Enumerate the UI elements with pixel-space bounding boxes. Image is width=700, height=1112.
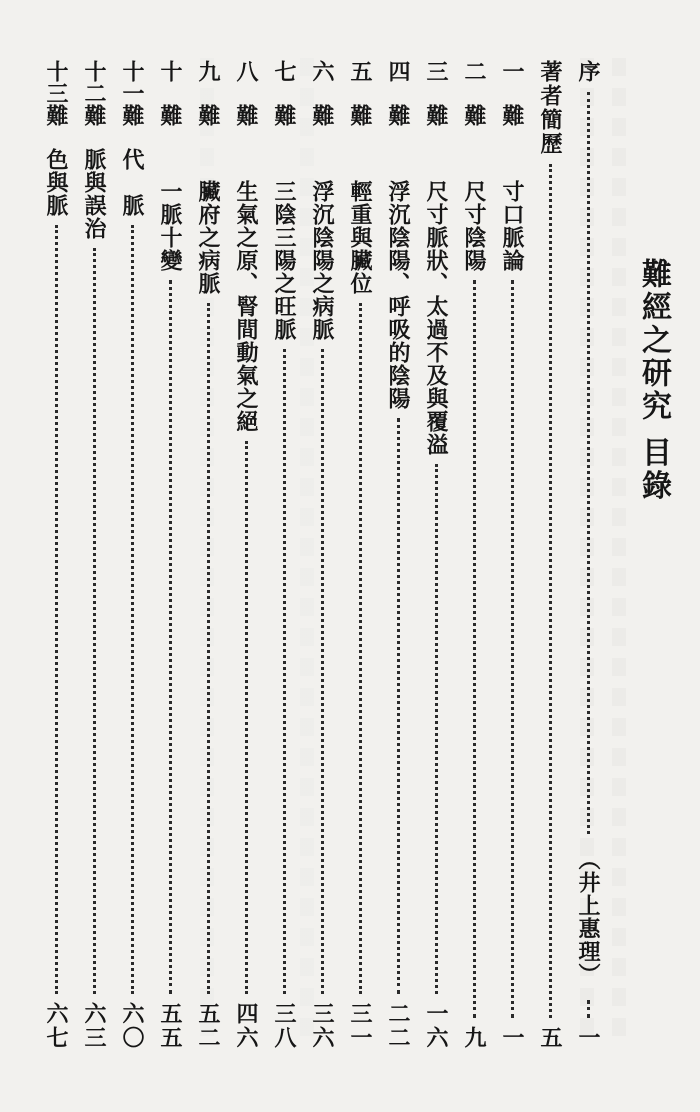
toc-entry-title: 脈與誤治 — [81, 148, 107, 240]
toc-entry-6[interactable] — [308, 60, 336, 1050]
dot-leader — [359, 303, 362, 994]
page-title: 難經之研究 目錄 — [636, 258, 671, 503]
toc-entry-number: 一 難 — [499, 60, 525, 126]
dot-leader — [245, 441, 248, 994]
toc-entry-number: 二 難 — [461, 60, 487, 126]
toc-entry-title: 臟府之病脈 — [195, 180, 221, 295]
toc-entry-number: 十一難 — [119, 60, 145, 126]
toc-entry-title: 浮沉陰陽之病脈 — [309, 180, 335, 341]
toc-entry-page: 六七 — [43, 1002, 69, 1050]
toc-entry-page: 三一 — [347, 1002, 373, 1050]
dot-leader — [55, 225, 58, 994]
dot-leader — [587, 92, 590, 834]
toc-entry-page: 六〇 — [119, 1002, 145, 1050]
toc-entry-title: 三陰三陽之旺脈 — [271, 180, 297, 341]
toc-entry-author: （井上惠理） — [575, 848, 601, 986]
toc-entry-author-bio[interactable] — [536, 60, 564, 1050]
toc-entry-9[interactable] — [194, 60, 222, 1050]
toc-entry-title: 生氣之原、腎間動氣之絕 — [233, 180, 259, 433]
table-of-contents — [42, 60, 602, 1050]
toc-entry-page: 一 — [499, 1026, 525, 1050]
toc-entry-number: 七 難 — [271, 60, 297, 126]
toc-entry-number: 十 難 — [157, 60, 183, 126]
toc-entry-13[interactable] — [42, 60, 70, 1050]
dot-leader — [283, 349, 286, 994]
toc-entry-page: 五五 — [157, 1002, 183, 1050]
dot-leader — [435, 464, 438, 994]
toc-entry-title: 浮沉陰陽、呼吸的陰陽 — [385, 180, 411, 410]
toc-entry-title: 尺寸脈狀、太過不及與覆溢 — [423, 180, 449, 456]
toc-entry-page: 一 — [575, 1026, 601, 1050]
dot-leader — [321, 349, 324, 994]
toc-entry-title: 色與脈 — [43, 148, 69, 217]
toc-entry-number: 五 難 — [347, 60, 373, 126]
dot-leader — [93, 248, 96, 994]
toc-entry-title: 代 脈 — [119, 148, 145, 217]
dot-leader — [397, 418, 400, 994]
toc-entry-title: 尺寸陰陽 — [461, 180, 487, 272]
dot-leader — [587, 1000, 590, 1018]
toc-entry-number: 著者簡歷 — [537, 60, 563, 156]
toc-entry-8[interactable] — [232, 60, 260, 1050]
dot-leader — [131, 225, 134, 994]
toc-entry-number: 十二難 — [81, 60, 107, 126]
toc-entry-title: 輕重與臟位 — [347, 180, 373, 295]
toc-entry-page: 五 — [537, 1026, 563, 1050]
toc-entry-page: 一六 — [423, 1002, 449, 1050]
toc-entry-number: 十三難 — [43, 60, 69, 126]
toc-entry-title: 一脈十變 — [157, 180, 183, 272]
toc-entry-number: 六 難 — [309, 60, 335, 126]
toc-entry-12[interactable] — [80, 60, 108, 1050]
toc-entry-page: 三八 — [271, 1002, 297, 1050]
toc-entry-number: 三 難 — [423, 60, 449, 126]
toc-entry-10[interactable] — [156, 60, 184, 1050]
toc-entry-7[interactable] — [270, 60, 298, 1050]
toc-entry-page: 五二 — [195, 1002, 221, 1050]
dot-leader — [169, 280, 172, 994]
toc-entry-4[interactable] — [384, 60, 412, 1050]
toc-entry-page: 二二 — [385, 1002, 411, 1050]
toc-entry-page: 六三 — [81, 1002, 107, 1050]
toc-entry-page: 四六 — [233, 1002, 259, 1050]
dot-leader — [473, 280, 476, 1018]
toc-entry-5[interactable] — [346, 60, 374, 1050]
dot-leader — [207, 303, 210, 994]
toc-entry-1[interactable] — [498, 60, 526, 1050]
toc-entry-number: 序 — [575, 60, 601, 84]
toc-entry-11[interactable] — [118, 60, 146, 1050]
toc-entry-title: 寸口脈論 — [499, 180, 525, 272]
toc-entry-3[interactable] — [422, 60, 450, 1050]
toc-entry-preface[interactable] — [574, 60, 602, 1050]
dot-leader — [511, 280, 514, 1018]
toc-entry-number: 九 難 — [195, 60, 221, 126]
toc-entry-page: 九 — [461, 1026, 487, 1050]
toc-entry-number: 八 難 — [233, 60, 259, 126]
toc-entry-number: 四 難 — [385, 60, 411, 126]
toc-entry-2[interactable] — [460, 60, 488, 1050]
dot-leader — [549, 164, 552, 1018]
toc-entry-page: 三六 — [309, 1002, 335, 1050]
